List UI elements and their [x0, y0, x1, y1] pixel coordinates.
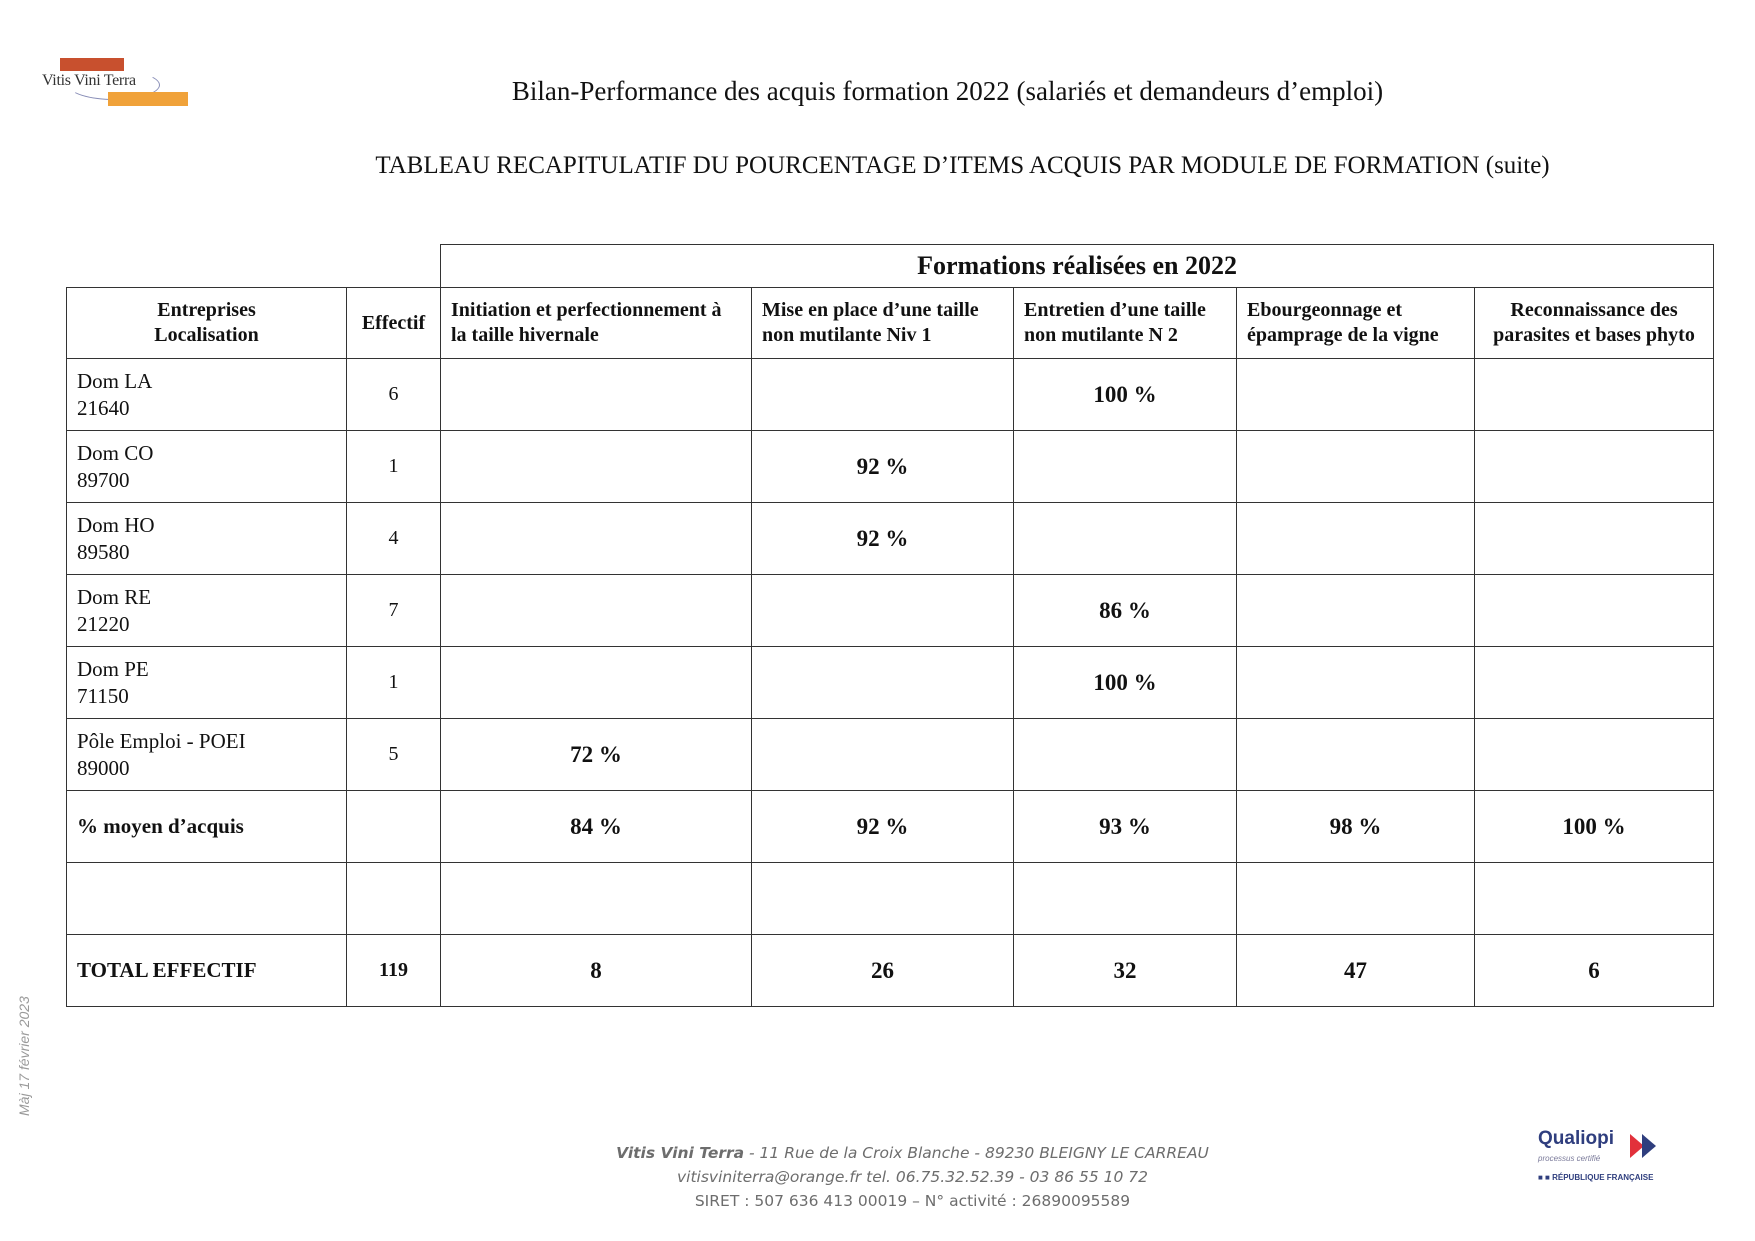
module-4-cell: [1237, 503, 1475, 575]
module-2-cell: [752, 719, 1014, 791]
module-2-cell: [752, 359, 1014, 431]
qualiopi-republique: ■ ■ RÉPUBLIQUE FRANÇAISE: [1538, 1173, 1654, 1182]
header-module-3: Entretien d’une taille non mutilante N 2: [1014, 288, 1237, 359]
footer-brand: Vitis Vini Terra: [616, 1144, 745, 1162]
qualiopi-subtitle: processus certifié: [1538, 1154, 1601, 1163]
header-entreprises: [67, 288, 347, 359]
entreprise-cell: [67, 719, 347, 791]
empty-cell: [441, 863, 752, 935]
effectif-cell: 6: [347, 359, 441, 431]
total-module-3: 32: [1014, 935, 1237, 1007]
header-module-1: Initiation et perfectionnement à la taille hivernale: [441, 288, 752, 359]
total-row: [67, 935, 1714, 1007]
total-module-1: 8: [441, 935, 752, 1007]
summary-table: [66, 244, 1714, 1007]
average-effectif-cell: [347, 791, 441, 863]
module-5-cell: [1475, 575, 1714, 647]
header-localisation-label: Localisation: [154, 324, 259, 346]
module-4-cell: [1237, 359, 1475, 431]
average-row: [67, 791, 1714, 863]
table-row: [67, 647, 1714, 719]
entreprise-code: 21640: [77, 395, 130, 420]
entreprise-name: Dom PE: [77, 656, 149, 681]
table-row: [67, 359, 1714, 431]
module-4-cell: [1237, 575, 1475, 647]
header-module-4: Ebourgeonnage et épamprage de la vigne: [1237, 288, 1475, 359]
header-module-2: Mise en place d’une taille non mutilante Niv 1: [752, 288, 1014, 359]
module-4-cell: [1237, 647, 1475, 719]
average-module-3: 93 %: [1014, 791, 1237, 863]
module-1-cell: [441, 503, 752, 575]
module-3-cell: [1014, 719, 1237, 791]
module-5-cell: [1475, 359, 1714, 431]
average-module-5: 100 %: [1475, 791, 1714, 863]
entreprise-cell: [67, 647, 347, 719]
header-module-5: Reconnaissance des parasites et bases phyto: [1475, 288, 1714, 359]
entreprise-cell: [67, 503, 347, 575]
page-title: Bilan-Performance des acquis formation 2022 (salariés et demandeurs d’emploi): [511, 76, 1384, 106]
empty-cell: [67, 863, 347, 935]
entreprise-code: 71150: [77, 683, 129, 708]
entreprise-name: Dom RE: [77, 584, 152, 609]
empty-cell: [1237, 863, 1475, 935]
entreprise-name: Dom CO: [77, 440, 154, 465]
footer-siret: SIRET : 507 636 413 00019 – N° activité : 26890095589: [694, 1192, 1131, 1210]
module-1-cell: [441, 575, 752, 647]
qualiopi-name: Qualiopi: [1538, 1128, 1614, 1149]
empty-cell: [1475, 863, 1714, 935]
module-2-cell: 92 %: [752, 431, 1014, 503]
table-row: [67, 503, 1714, 575]
table-row: [67, 719, 1714, 791]
footer-address: - 11 Rue de la Croix Blanche - 89230 BLEIGNY LE CARREAU: [744, 1144, 1209, 1162]
table-banner: Formations réalisées en 2022: [441, 245, 1714, 288]
module-2-cell: [752, 575, 1014, 647]
module-3-cell: 86 %: [1014, 575, 1237, 647]
entreprise-name: Dom LA: [77, 368, 153, 393]
effectif-cell: 4: [347, 503, 441, 575]
table-row: [67, 431, 1714, 503]
entreprise-cell: [67, 575, 347, 647]
module-1-cell: [441, 431, 752, 503]
module-5-cell: [1475, 503, 1714, 575]
total-effectif: 119: [347, 935, 441, 1007]
module-3-cell: [1014, 431, 1237, 503]
module-5-cell: [1475, 719, 1714, 791]
table-header-row: [67, 288, 1714, 359]
entreprise-name: Dom HO: [77, 512, 155, 537]
entreprise-code: 89000: [77, 755, 130, 780]
logo-text: Vitis Vini Terra: [42, 72, 136, 89]
average-module-1: 84 %: [441, 791, 752, 863]
table-corner: [67, 245, 441, 288]
qualiopi-blue-arrow-icon: [1642, 1134, 1656, 1158]
effectif-cell: 7: [347, 575, 441, 647]
effectif-cell: 5: [347, 719, 441, 791]
total-module-4: 47: [1237, 935, 1475, 1007]
effectif-cell: 1: [347, 431, 441, 503]
entreprise-code: 89580: [77, 539, 130, 564]
module-5-cell: [1475, 647, 1714, 719]
empty-row: [67, 863, 1714, 935]
module-1-cell: 72 %: [441, 719, 752, 791]
average-module-4: 98 %: [1237, 791, 1475, 863]
entreprise-name: Pôle Emploi - POEI: [77, 728, 246, 753]
footer-address-line: [70, 1141, 1755, 1165]
total-module-5: 6: [1475, 935, 1714, 1007]
entreprise-code: 89700: [77, 467, 130, 492]
page-footer: [0, 1141, 1755, 1213]
module-3-cell: 100 %: [1014, 359, 1237, 431]
module-4-cell: [1237, 431, 1475, 503]
footer-contact: vitisviniterra@orange.fr tel. 06.75.32.52.39 - 03 86 55 10 72: [676, 1168, 1148, 1186]
header-entreprises-label: Entreprises: [157, 299, 256, 321]
empty-cell: [347, 863, 441, 935]
average-label: % moyen d’acquis: [67, 791, 347, 863]
effectif-cell: 1: [347, 647, 441, 719]
entreprise-cell: [67, 359, 347, 431]
average-module-2: 92 %: [752, 791, 1014, 863]
page-subtitle: TABLEAU RECAPITULATIF DU POURCENTAGE D’ITEMS ACQUIS PAR MODULE DE FORMATION (suite): [375, 152, 1550, 179]
empty-cell: [1014, 863, 1237, 935]
total-module-2: 26: [752, 935, 1014, 1007]
module-1-cell: [441, 359, 752, 431]
update-date-note: Màj 17 février 2023: [16, 996, 32, 1116]
module-2-cell: [752, 647, 1014, 719]
table-row: [67, 575, 1714, 647]
module-2-cell: 92 %: [752, 503, 1014, 575]
module-5-cell: [1475, 431, 1714, 503]
empty-cell: [752, 863, 1014, 935]
module-4-cell: [1237, 719, 1475, 791]
entreprise-code: 21220: [77, 611, 130, 636]
entreprise-cell: [67, 431, 347, 503]
module-3-cell: [1014, 503, 1237, 575]
qualiopi-logo: [1530, 1128, 1670, 1188]
module-1-cell: [441, 647, 752, 719]
header-effectif: Effectif: [347, 288, 441, 359]
total-label: TOTAL EFFECTIF: [67, 935, 347, 1007]
module-3-cell: 100 %: [1014, 647, 1237, 719]
